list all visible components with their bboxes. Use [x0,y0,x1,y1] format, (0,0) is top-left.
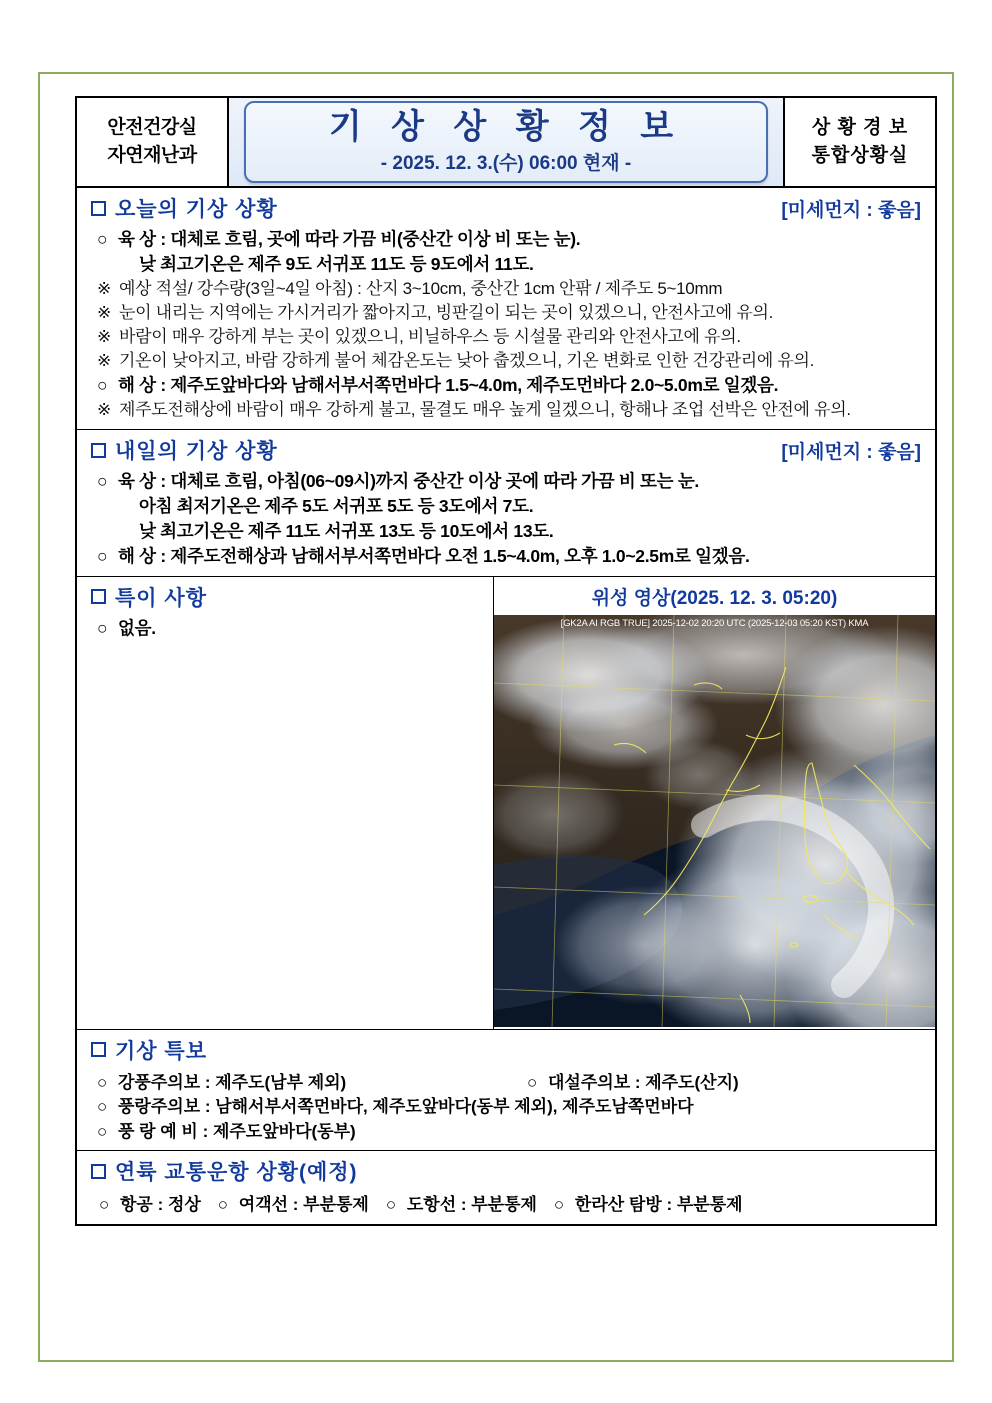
checkbox-icon [91,443,106,458]
table-row [97,1071,923,1096]
satellite-caption: [GK2A AI RGB TRUE] 2025-12-02 20:20 UTC (2025-12-03 05:20 KST) KMA [560,617,869,629]
section-tomorrow-header [77,430,935,469]
report-content [75,96,937,1226]
section-transport-title: 연륙 교통운항 상황(예정) [115,1161,358,1185]
warning-rows [77,1069,935,1151]
list-item [97,325,923,349]
page-title: 기 상 상 황 정 보 [328,107,684,146]
note-marker: ※ [97,400,111,420]
list-item-text: 눈이 내리는 지역에는 가시거리가 짧아지고, 빙판길이 되는 곳이 있겠으니, 안전사고에 유의. [119,302,774,322]
list-item [97,227,923,252]
list-item-text: 기온이 낮아지고, 바람 강하게 불어 체감온도는 낮아 춥겠으니, 기온 변화로 인한 건강관리에 유의. [119,351,815,371]
report-header [75,96,937,188]
bullet-marker: ○ [553,1195,565,1215]
table-row [97,1120,923,1145]
section-warning-title-wrap [91,1035,207,1065]
note-marker: ※ [97,302,111,322]
satellite-scene-graphic [494,615,935,1027]
section-today [77,188,935,430]
section-tomorrow [77,430,935,576]
section-warning-header [77,1030,935,1069]
bullet-marker: ○ [97,375,108,396]
transport-item-air [99,1192,201,1218]
transport-item-hallasan [554,1192,743,1218]
transport-item-text: 한라산 탐방 : 부분통제 [574,1195,743,1215]
section-today-title: 오늘의 기상 상황 [115,198,278,221]
title-box [244,101,769,183]
bullet-marker: ○ [527,1072,538,1092]
section-today-title-wrap [91,193,278,223]
tomorrow-lines [77,469,935,575]
note-marker: ※ [97,326,111,346]
list-item-text: 아침 최저기온은 제주 5도 서귀포 5도 등 3도에서 7도. [139,496,534,516]
list-item-text: 없음. [118,617,156,638]
list-item-text: 바람이 매우 강하게 부는 곳이 있겠으니, 비닐하우스 등 시설물 관리와 안전사고에 유의. [119,326,741,346]
warning-text-left: 풍랑주의보 : 남해서부서쪽먼바다, 제주도앞바다(동부 제외), 제주도남쪽먼바다 [118,1097,694,1117]
section-special-header [77,577,493,616]
checkbox-icon [91,1042,106,1057]
section-special-title: 특이 사항 [115,586,207,610]
warning-text-left: 풍 랑 예 비 : 제주도앞바다(동부) [118,1121,356,1141]
warning-cell-left [97,1095,694,1120]
header-office-line1: 상 황 경 보 [811,116,909,138]
satellite-title: 위성 영상(2025. 12. 3. 05:20) [591,587,838,609]
header-title-area [229,98,783,186]
list-item [97,398,923,422]
list-item [97,494,923,519]
list-item-text: 예상 적설/ 강수량(3일~4일 아침) : 산지 3~10cm, 중산간 1cm 안팎 / 제주도 5~10mm [119,278,723,298]
satellite-panel [494,577,935,1029]
list-item-text: 해 상 : 제주도앞바다와 남해서부서쪽먼바다 1.5~4.0m, 제주도먼바다 2.0~5.0m로 일겠음. [118,375,779,396]
note-marker: ※ [97,351,111,371]
bullet-marker: ○ [97,1097,108,1117]
section-special-and-satellite [77,577,935,1030]
checkbox-icon [91,589,106,604]
list-item-text: 해 상 : 제주도전해상과 남해서부서쪽먼바다 오전 1.5~4.0m, 오후 1.0~2.5m로 일겠음. [118,545,750,566]
bullet-marker: ○ [99,1195,110,1215]
transport-item-ferry [218,1192,369,1218]
list-item [97,277,923,301]
section-tomorrow-title-wrap [91,435,278,465]
list-item-text: 육 상 : 대체로 흐림, 아침(06~09시)까지 중산간 이상 곳에 따라 가끔 비 또는 눈. [118,471,699,492]
section-transport-header [77,1151,935,1190]
list-item-text: 낮 최고기온은 제주 9도 서귀포 11도 등 9도에서 11도. [139,253,534,274]
list-item [97,616,481,641]
transport-item-text: 항공 : 정상 [120,1195,201,1215]
list-item-text: 제주도전해상에 바람이 매우 강하게 불고, 물결도 매우 높게 일겠으니, 항해나 조업 선박은 안전에 유의. [119,400,851,420]
list-item [97,373,923,398]
section-special-title-wrap [91,582,207,612]
warning-text-right: 대설주의보 : 제주도(산지) [548,1072,739,1092]
bullet-marker: ○ [97,545,108,566]
header-department-line1: 안전건강실 [107,116,197,138]
satellite-image [494,615,935,1027]
section-today-header [77,188,935,227]
page-subtitle: - 2025. 12. 3.(수) 06:00 현재 - [380,153,632,175]
warning-cell-left [97,1071,527,1096]
transport-item-text: 도항선 : 부분통제 [406,1195,537,1215]
list-item [97,469,923,494]
section-tomorrow-title: 내일의 기상 상황 [115,440,278,464]
header-office [783,98,935,186]
bullet-marker: ○ [97,229,108,249]
section-transport [77,1151,935,1224]
bullet-marker: ○ [97,617,108,638]
bullet-marker: ○ [385,1195,397,1215]
bullet-marker: ○ [217,1195,229,1215]
transport-row [97,1192,923,1218]
today-lines [77,227,935,429]
checkbox-icon [91,201,106,216]
transport-item-text: 여객선 : 부분통제 [238,1195,369,1215]
transport-rows [77,1190,935,1224]
list-item [97,544,923,569]
bullet-marker: ○ [97,471,108,492]
list-item-text: 낮 최고기온은 제주 11도 서귀포 13도 등 10도에서 13도. [139,520,554,541]
header-office-line2: 통합상황실 [811,145,909,166]
table-row [97,1095,923,1120]
warning-text-left: 강풍주의보 : 제주도(남부 제외) [118,1072,347,1092]
section-transport-title-wrap [91,1156,358,1186]
report-body [75,188,937,1226]
section-weather-warning [77,1030,935,1152]
list-item [97,519,923,544]
section-special [77,577,494,1029]
note-marker: ※ [97,278,111,298]
list-item [97,349,923,373]
list-item-text: 육 상 : 대체로 흐림, 곳에 따라 가끔 비(중산간 이상 비 또는 눈). [118,229,581,249]
list-item [97,301,923,325]
bullet-marker: ○ [97,1121,108,1141]
header-department [77,98,229,186]
section-warning-title: 기상 특보 [115,1039,207,1063]
list-item [97,252,923,277]
bullet-marker: ○ [97,1072,108,1092]
warning-cell-right [527,1071,923,1096]
warning-cell-left [97,1120,356,1145]
header-department-line2: 자연재난과 [107,145,197,166]
today-dust-badge: [미세먼지 : 좋음] [781,199,921,221]
special-lines [77,616,493,648]
checkbox-icon [91,1164,106,1179]
transport-item-local-boat [386,1192,537,1218]
tomorrow-dust-badge: [미세먼지 : 좋음] [781,441,921,463]
